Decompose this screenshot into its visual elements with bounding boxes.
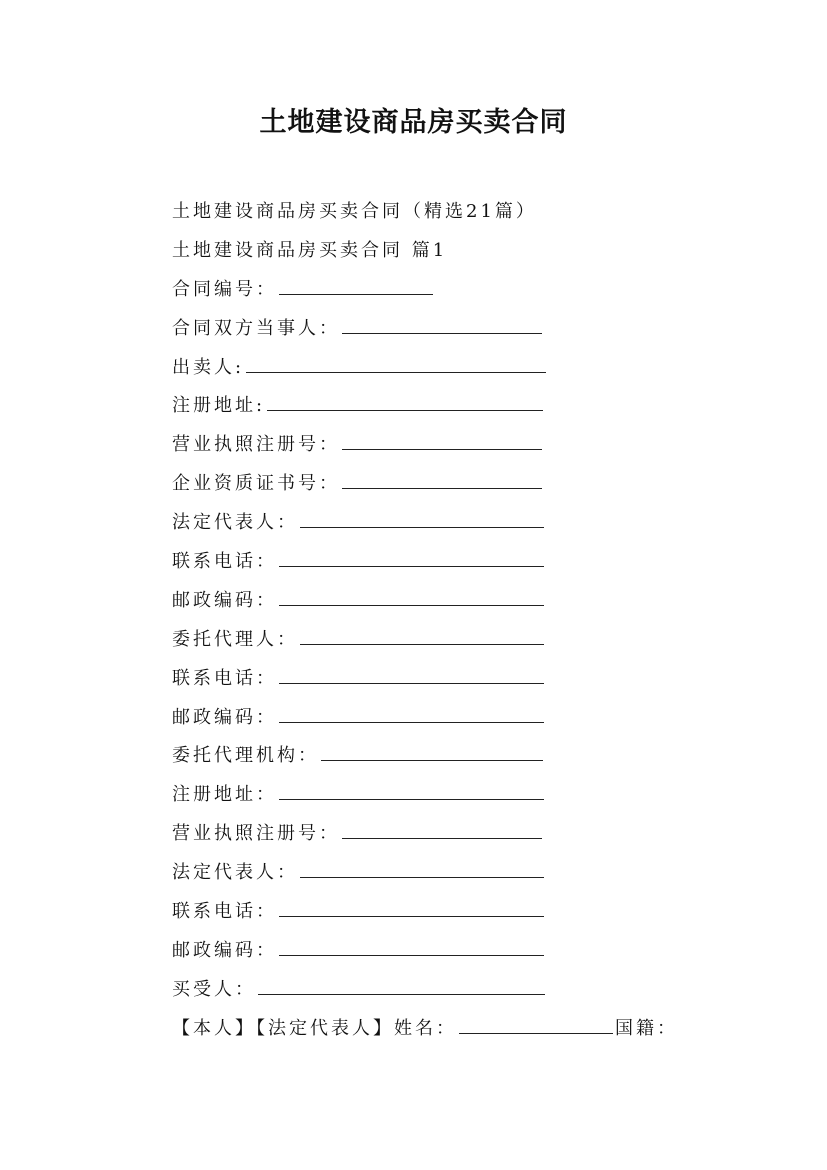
fill-in-blank[interactable] bbox=[342, 431, 542, 450]
field-agent bbox=[172, 621, 732, 660]
field-qualification-cert bbox=[172, 465, 732, 504]
subtitle-line bbox=[172, 193, 732, 232]
field-phone-3 bbox=[172, 893, 732, 932]
field-legal-rep bbox=[172, 504, 732, 543]
document-title: 土地建设商品房买卖合同 bbox=[259, 107, 568, 138]
field-buyer bbox=[172, 971, 732, 1010]
fill-in-blank[interactable] bbox=[321, 742, 543, 761]
field-label: 邮政编码： bbox=[172, 706, 277, 728]
nationality-label: 国籍： bbox=[615, 1017, 678, 1039]
field-label: 出卖人: bbox=[172, 356, 245, 378]
field-label: 法定代表人： bbox=[172, 512, 298, 534]
fill-in-blank[interactable] bbox=[267, 392, 543, 411]
fill-in-blank[interactable] bbox=[258, 976, 545, 995]
document-subtitle: 土地建设商品房买卖合同（精选21篇） bbox=[172, 201, 537, 222]
field-parties bbox=[172, 310, 732, 349]
field-label: 联系电话： bbox=[172, 667, 277, 689]
field-label: 合同编号： bbox=[172, 278, 277, 300]
fill-in-blank[interactable] bbox=[279, 587, 544, 606]
field-label: 买受人： bbox=[172, 978, 256, 1000]
fill-in-blank[interactable] bbox=[300, 626, 544, 645]
contract-body bbox=[172, 193, 732, 1049]
fill-in-blank[interactable] bbox=[246, 354, 546, 373]
field-label: 注册地址: bbox=[172, 395, 266, 417]
field-label: 合同双方当事人： bbox=[172, 317, 340, 339]
fill-in-blank[interactable] bbox=[279, 781, 544, 800]
field-label: 邮政编码： bbox=[172, 589, 277, 611]
field-label: 法定代表人： bbox=[172, 862, 298, 884]
field-business-license-2 bbox=[172, 815, 732, 854]
fill-in-blank[interactable] bbox=[342, 470, 542, 489]
field-label: 营业执照注册号： bbox=[172, 434, 340, 456]
field-agency bbox=[172, 737, 732, 776]
field-legal-rep-2 bbox=[172, 854, 732, 893]
field-postcode bbox=[172, 582, 732, 621]
field-postcode-3 bbox=[172, 932, 732, 971]
fill-in-blank[interactable] bbox=[279, 276, 433, 295]
fill-in-blank[interactable] bbox=[300, 859, 544, 878]
fill-in-blank[interactable] bbox=[279, 898, 544, 917]
field-business-license bbox=[172, 426, 732, 465]
field-label: 联系电话： bbox=[172, 551, 277, 573]
field-phone-2 bbox=[172, 660, 732, 699]
field-label: 注册地址： bbox=[172, 784, 277, 806]
section-heading: 土地建设商品房买卖合同 篇1 bbox=[172, 239, 448, 261]
fill-in-blank[interactable] bbox=[300, 509, 544, 528]
fill-in-blank[interactable] bbox=[459, 1015, 613, 1034]
field-label: 营业执照注册号： bbox=[172, 823, 340, 845]
field-label: 邮政编码： bbox=[172, 939, 277, 961]
field-label: 委托代理人： bbox=[172, 628, 298, 650]
field-label: 【本人】【法定代表人】姓名： bbox=[172, 1017, 457, 1039]
fill-in-blank[interactable] bbox=[279, 704, 544, 723]
field-contract-number bbox=[172, 271, 732, 310]
fill-in-blank[interactable] bbox=[279, 548, 544, 567]
field-name-nationality bbox=[172, 1010, 732, 1049]
fill-in-blank[interactable] bbox=[279, 665, 544, 684]
fill-in-blank[interactable] bbox=[279, 937, 544, 956]
fill-in-blank[interactable] bbox=[342, 315, 542, 334]
field-registered-address bbox=[172, 387, 732, 426]
field-label: 联系电话： bbox=[172, 901, 277, 923]
field-registered-address-2 bbox=[172, 776, 732, 815]
field-label: 委托代理机构： bbox=[172, 745, 319, 767]
field-label: 企业资质证书号： bbox=[172, 473, 340, 495]
fill-in-blank[interactable] bbox=[342, 820, 542, 839]
field-phone bbox=[172, 543, 732, 582]
section-heading-line bbox=[172, 232, 732, 271]
field-postcode-2 bbox=[172, 699, 732, 738]
field-seller bbox=[172, 349, 732, 388]
